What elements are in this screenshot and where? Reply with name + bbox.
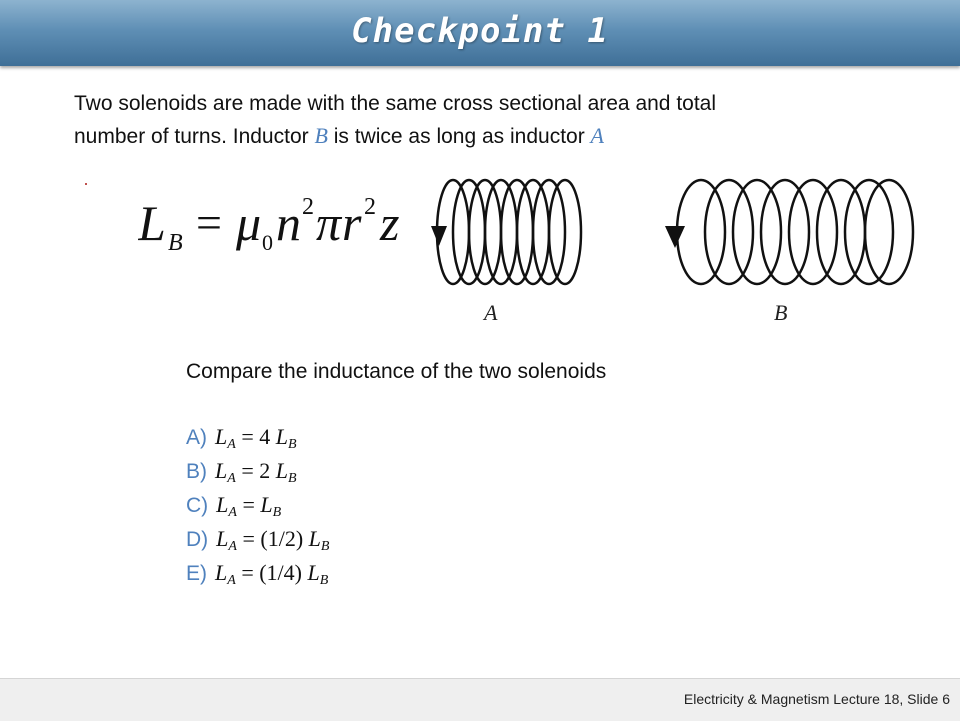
option-d[interactable]	[186, 522, 329, 556]
decorative-dot	[85, 183, 87, 185]
formula-L: L	[138, 195, 166, 251]
inductance-formula	[138, 178, 410, 258]
formula-n: n	[276, 195, 301, 251]
option-equation: $L_A = 2$ $L_B$	[215, 458, 297, 486]
option-equation: $L_A = (1/4)$ $L_B$	[215, 560, 329, 588]
formula-equals: =	[196, 197, 222, 248]
formula-r: r	[342, 195, 362, 251]
option-letter: C)	[186, 494, 209, 517]
arrow-icon	[665, 226, 685, 248]
solenoid-a	[437, 180, 581, 284]
option-equation: $L_A = 4$ $L_B$	[215, 424, 297, 452]
intro-text	[74, 88, 854, 153]
slide-title: Checkpoint 1	[351, 11, 609, 51]
formula-mu-sub: 0	[262, 230, 273, 255]
formula-n-exp: 2	[302, 194, 314, 220]
solenoid-b	[677, 180, 913, 284]
intro-line-1: Two solenoids are made with the same cross sectional area and total	[74, 92, 717, 115]
option-letter: E)	[186, 562, 207, 585]
formula-mu: μ	[236, 195, 262, 251]
option-equation: $L_A = (1/2)$ $L_B$	[216, 526, 330, 554]
option-c[interactable]	[186, 488, 329, 522]
intro-line-2-pre: number of turns. Inductor	[74, 125, 315, 148]
option-e[interactable]	[186, 556, 329, 590]
intro-line-2-mid: is twice as long as inductor	[327, 125, 591, 148]
label-solenoid-a: A	[484, 300, 498, 325]
answer-options	[186, 420, 329, 590]
formula-z: z	[380, 195, 400, 251]
formula-L-sub: B	[168, 230, 183, 256]
intro-var-b: B	[314, 123, 328, 148]
footer-text: Electricity & Magnetism Lecture 18, Slide 6	[683, 691, 950, 707]
footer-bar	[0, 678, 960, 721]
option-b[interactable]	[186, 454, 329, 488]
formula-r-exp: 2	[364, 194, 376, 220]
intro-var-a: A	[590, 123, 604, 148]
formula-pi: π	[316, 195, 342, 251]
option-letter: D)	[186, 528, 209, 551]
label-solenoid-b: B	[774, 300, 788, 325]
solenoid-diagram	[415, 176, 920, 288]
arrow-icon	[431, 226, 447, 246]
option-a[interactable]	[186, 420, 329, 454]
option-equation: $L_A = L_B$	[216, 492, 282, 520]
option-letter: A)	[186, 426, 207, 449]
question-text: Compare the inductance of the two solenoids	[186, 360, 607, 383]
title-bar	[0, 0, 960, 66]
option-letter: B)	[186, 460, 207, 483]
